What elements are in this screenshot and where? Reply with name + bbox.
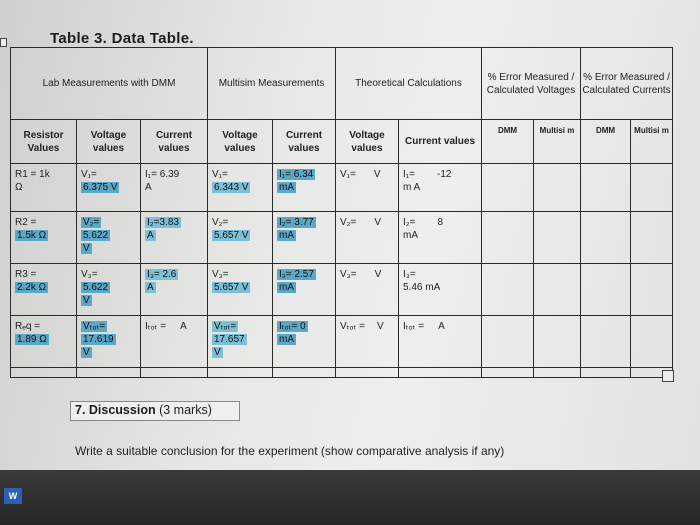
- discussion-heading: [75, 403, 212, 417]
- discussion-prompt: Write a suitable conclusion for the experiment (show comparative analysis if any): [75, 444, 505, 458]
- current-value: 5.46 mA: [403, 282, 441, 293]
- current-label: I₃=: [403, 269, 416, 280]
- resistor-label: Rₑq =: [15, 321, 41, 332]
- empty-cell[interactable]: [336, 368, 399, 378]
- theoretical-current-cell[interactable]: [399, 264, 482, 316]
- error-v-multisim-subheader: Multisi m: [534, 120, 581, 164]
- multisim-voltage-subheader: Voltage values: [208, 120, 273, 164]
- current-value: I₂= 3.77: [279, 217, 314, 228]
- current-unit: A: [147, 282, 154, 293]
- lab-current-cell[interactable]: [141, 264, 208, 316]
- error-cell[interactable]: [581, 316, 631, 368]
- error-cell[interactable]: [534, 264, 581, 316]
- error-cell[interactable]: [581, 164, 631, 212]
- empty-cell[interactable]: [77, 368, 141, 378]
- resistor-value: 1.89 Ω: [17, 334, 47, 345]
- current-unit: mA: [403, 230, 418, 241]
- empty-cell[interactable]: [273, 368, 336, 378]
- lab-current-subheader: Current values: [141, 120, 208, 164]
- current-unit: mA: [279, 334, 294, 345]
- voltage-label: Vₜₒₜ =: [340, 321, 365, 332]
- error-cell[interactable]: [482, 264, 534, 316]
- theoretical-current-cell[interactable]: [399, 316, 482, 368]
- current-label: I₁=: [403, 169, 415, 180]
- theoretical-current-subheader: Current values: [399, 120, 482, 164]
- error-cell[interactable]: [534, 164, 581, 212]
- lab-voltage-cell[interactable]: [77, 164, 141, 212]
- error-cell[interactable]: [534, 212, 581, 264]
- voltage-unit: V: [83, 347, 90, 358]
- multisim-current-cell[interactable]: [273, 316, 336, 368]
- voltage-unit: V: [214, 347, 221, 358]
- current-unit: A: [145, 182, 152, 193]
- resistor-label: R3 =: [15, 269, 37, 280]
- voltage-label: V₂=: [340, 217, 357, 228]
- empty-cell[interactable]: [141, 368, 208, 378]
- multisim-current-cell[interactable]: [273, 264, 336, 316]
- resistor-cell[interactable]: [11, 264, 77, 316]
- discussion-marks: (3 marks): [159, 403, 212, 417]
- multisim-current-subheader: Current values: [273, 120, 336, 164]
- current-unit: mA: [279, 282, 294, 293]
- resistor-label: R2 =: [15, 217, 37, 228]
- current-unit: A: [180, 321, 187, 332]
- voltage-value: 17.657: [214, 334, 245, 345]
- voltage-value: 6.375 V: [83, 182, 118, 193]
- table-row: [11, 212, 673, 264]
- error-cell[interactable]: [482, 164, 534, 212]
- multisim-voltage-cell[interactable]: [208, 212, 273, 264]
- theoretical-voltage-cell[interactable]: [336, 164, 399, 212]
- voltage-label: V₃=: [340, 269, 357, 280]
- taskbar: [0, 470, 700, 525]
- discussion-number: 7. Discussion: [75, 403, 156, 417]
- error-v-dmm-subheader: DMM: [482, 120, 534, 164]
- resistor-value: 1.5k Ω: [17, 230, 47, 241]
- current-unit: m A: [403, 182, 421, 193]
- empty-cell[interactable]: [399, 368, 482, 378]
- table-row: [11, 316, 673, 368]
- voltage-unit: V: [374, 217, 382, 228]
- multisim-current-cell[interactable]: [273, 212, 336, 264]
- theoretical-voltage-cell[interactable]: [336, 212, 399, 264]
- current-value: Iₜₒₜ= 0: [279, 321, 306, 332]
- error-cell[interactable]: [631, 316, 673, 368]
- resistor-cell[interactable]: [11, 164, 77, 212]
- lab-header: Lab Measurements with DMM: [11, 48, 208, 120]
- lab-voltage-subheader: Voltage values: [77, 120, 141, 164]
- multisim-current-cell[interactable]: [273, 164, 336, 212]
- multisim-voltage-cell[interactable]: [208, 316, 273, 368]
- empty-cell[interactable]: [11, 368, 77, 378]
- voltage-label: Vₜₒₜ=: [214, 321, 237, 332]
- error-cell[interactable]: [631, 164, 673, 212]
- current-value: I₂=3.83: [147, 217, 179, 228]
- current-unit: mA: [279, 230, 294, 241]
- current-unit: A: [147, 230, 154, 241]
- table-title: Table 3. Data Table.: [50, 30, 194, 47]
- theoretical-voltage-cell[interactable]: [336, 264, 399, 316]
- error-cell[interactable]: [581, 212, 631, 264]
- error-current-header: % Error Measured / Calculated Currents: [581, 48, 673, 120]
- lab-voltage-cell[interactable]: [77, 264, 141, 316]
- error-c-dmm-subheader: DMM: [581, 120, 631, 164]
- voltage-unit: V: [374, 269, 382, 280]
- theoretical-voltage-cell[interactable]: [336, 316, 399, 368]
- voltage-value: 5.657 V: [214, 282, 249, 293]
- voltage-value: 5.622: [83, 230, 109, 241]
- lab-voltage-cell[interactable]: [77, 316, 141, 368]
- voltage-unit: V: [83, 243, 90, 254]
- table-row: [11, 368, 673, 378]
- resistor-cell[interactable]: [11, 316, 77, 368]
- voltage-value: 17.619: [83, 334, 114, 345]
- voltage-label: V₂=: [212, 217, 229, 228]
- voltage-label: V₁=: [81, 169, 97, 180]
- resistor-subheader: Resistor Values: [11, 120, 77, 164]
- resistor-value: 2.2k Ω: [17, 282, 47, 293]
- theoretical-header: Theoretical Calculations: [336, 48, 482, 120]
- resistor-label: R1 = 1k: [15, 169, 50, 180]
- table-row: [11, 164, 673, 212]
- error-cell[interactable]: [482, 316, 534, 368]
- empty-cell[interactable]: [208, 368, 273, 378]
- lab-current-cell[interactable]: [141, 316, 208, 368]
- voltage-label: V₁=: [212, 169, 228, 180]
- multisim-header: Multisim Measurements: [208, 48, 336, 120]
- error-voltage-header: % Error Measured / Calculated Voltages: [482, 48, 581, 120]
- voltage-value: 5.657 V: [214, 230, 249, 241]
- current-value: -12: [437, 169, 452, 180]
- current-value: I₁= 6.39: [145, 169, 180, 180]
- current-label: Iₜₒₜ =: [403, 321, 425, 332]
- error-cell[interactable]: [631, 212, 673, 264]
- error-c-multisim-subheader: Multisi m: [631, 120, 673, 164]
- current-value: I₃= 2.57: [279, 269, 314, 280]
- resistor-cell[interactable]: [11, 212, 77, 264]
- word-app-icon[interactable]: W: [4, 488, 22, 504]
- voltage-label: V₁=: [340, 169, 356, 180]
- voltage-unit: V: [83, 295, 90, 306]
- table-resize-handle[interactable]: [662, 370, 674, 382]
- error-cell[interactable]: [631, 264, 673, 316]
- selection-handle[interactable]: [0, 38, 7, 47]
- empty-cell[interactable]: [581, 368, 631, 378]
- voltage-label: V₃=: [81, 269, 98, 280]
- lab-voltage-cell[interactable]: [77, 212, 141, 264]
- voltage-value: 5.622: [83, 282, 109, 293]
- empty-cell[interactable]: [482, 368, 534, 378]
- voltage-label: V₃=: [212, 269, 229, 280]
- table-row: [11, 264, 673, 316]
- multisim-voltage-cell[interactable]: [208, 264, 273, 316]
- lab-current-cell[interactable]: [141, 164, 208, 212]
- theoretical-voltage-subheader: Voltage values: [336, 120, 399, 164]
- voltage-unit: V: [373, 169, 381, 180]
- lab-current-cell[interactable]: [141, 212, 208, 264]
- voltage-value: 6.343 V: [214, 182, 249, 193]
- current-label: I₂=: [403, 217, 416, 228]
- header-row: [11, 48, 673, 120]
- current-label: Iₜₒₜ =: [145, 321, 167, 332]
- current-value: 8: [437, 217, 444, 228]
- current-unit: A: [438, 321, 445, 332]
- error-cell[interactable]: [581, 264, 631, 316]
- theoretical-current-cell[interactable]: [399, 212, 482, 264]
- current-value: I₃= 2.6: [147, 269, 177, 280]
- empty-cell[interactable]: [534, 368, 581, 378]
- error-cell[interactable]: [482, 212, 534, 264]
- current-unit: mA: [279, 182, 294, 193]
- data-table: [10, 47, 673, 378]
- resistor-value: Ω: [15, 182, 23, 193]
- subheader-row: [11, 120, 673, 164]
- voltage-label: V₂=: [83, 217, 100, 228]
- voltage-unit: V: [376, 321, 384, 332]
- theoretical-current-cell[interactable]: [399, 164, 482, 212]
- current-value: I₁= 6.34: [279, 169, 314, 180]
- voltage-label: Vₜₒₜ=: [83, 321, 106, 332]
- multisim-voltage-cell[interactable]: [208, 164, 273, 212]
- error-cell[interactable]: [534, 316, 581, 368]
